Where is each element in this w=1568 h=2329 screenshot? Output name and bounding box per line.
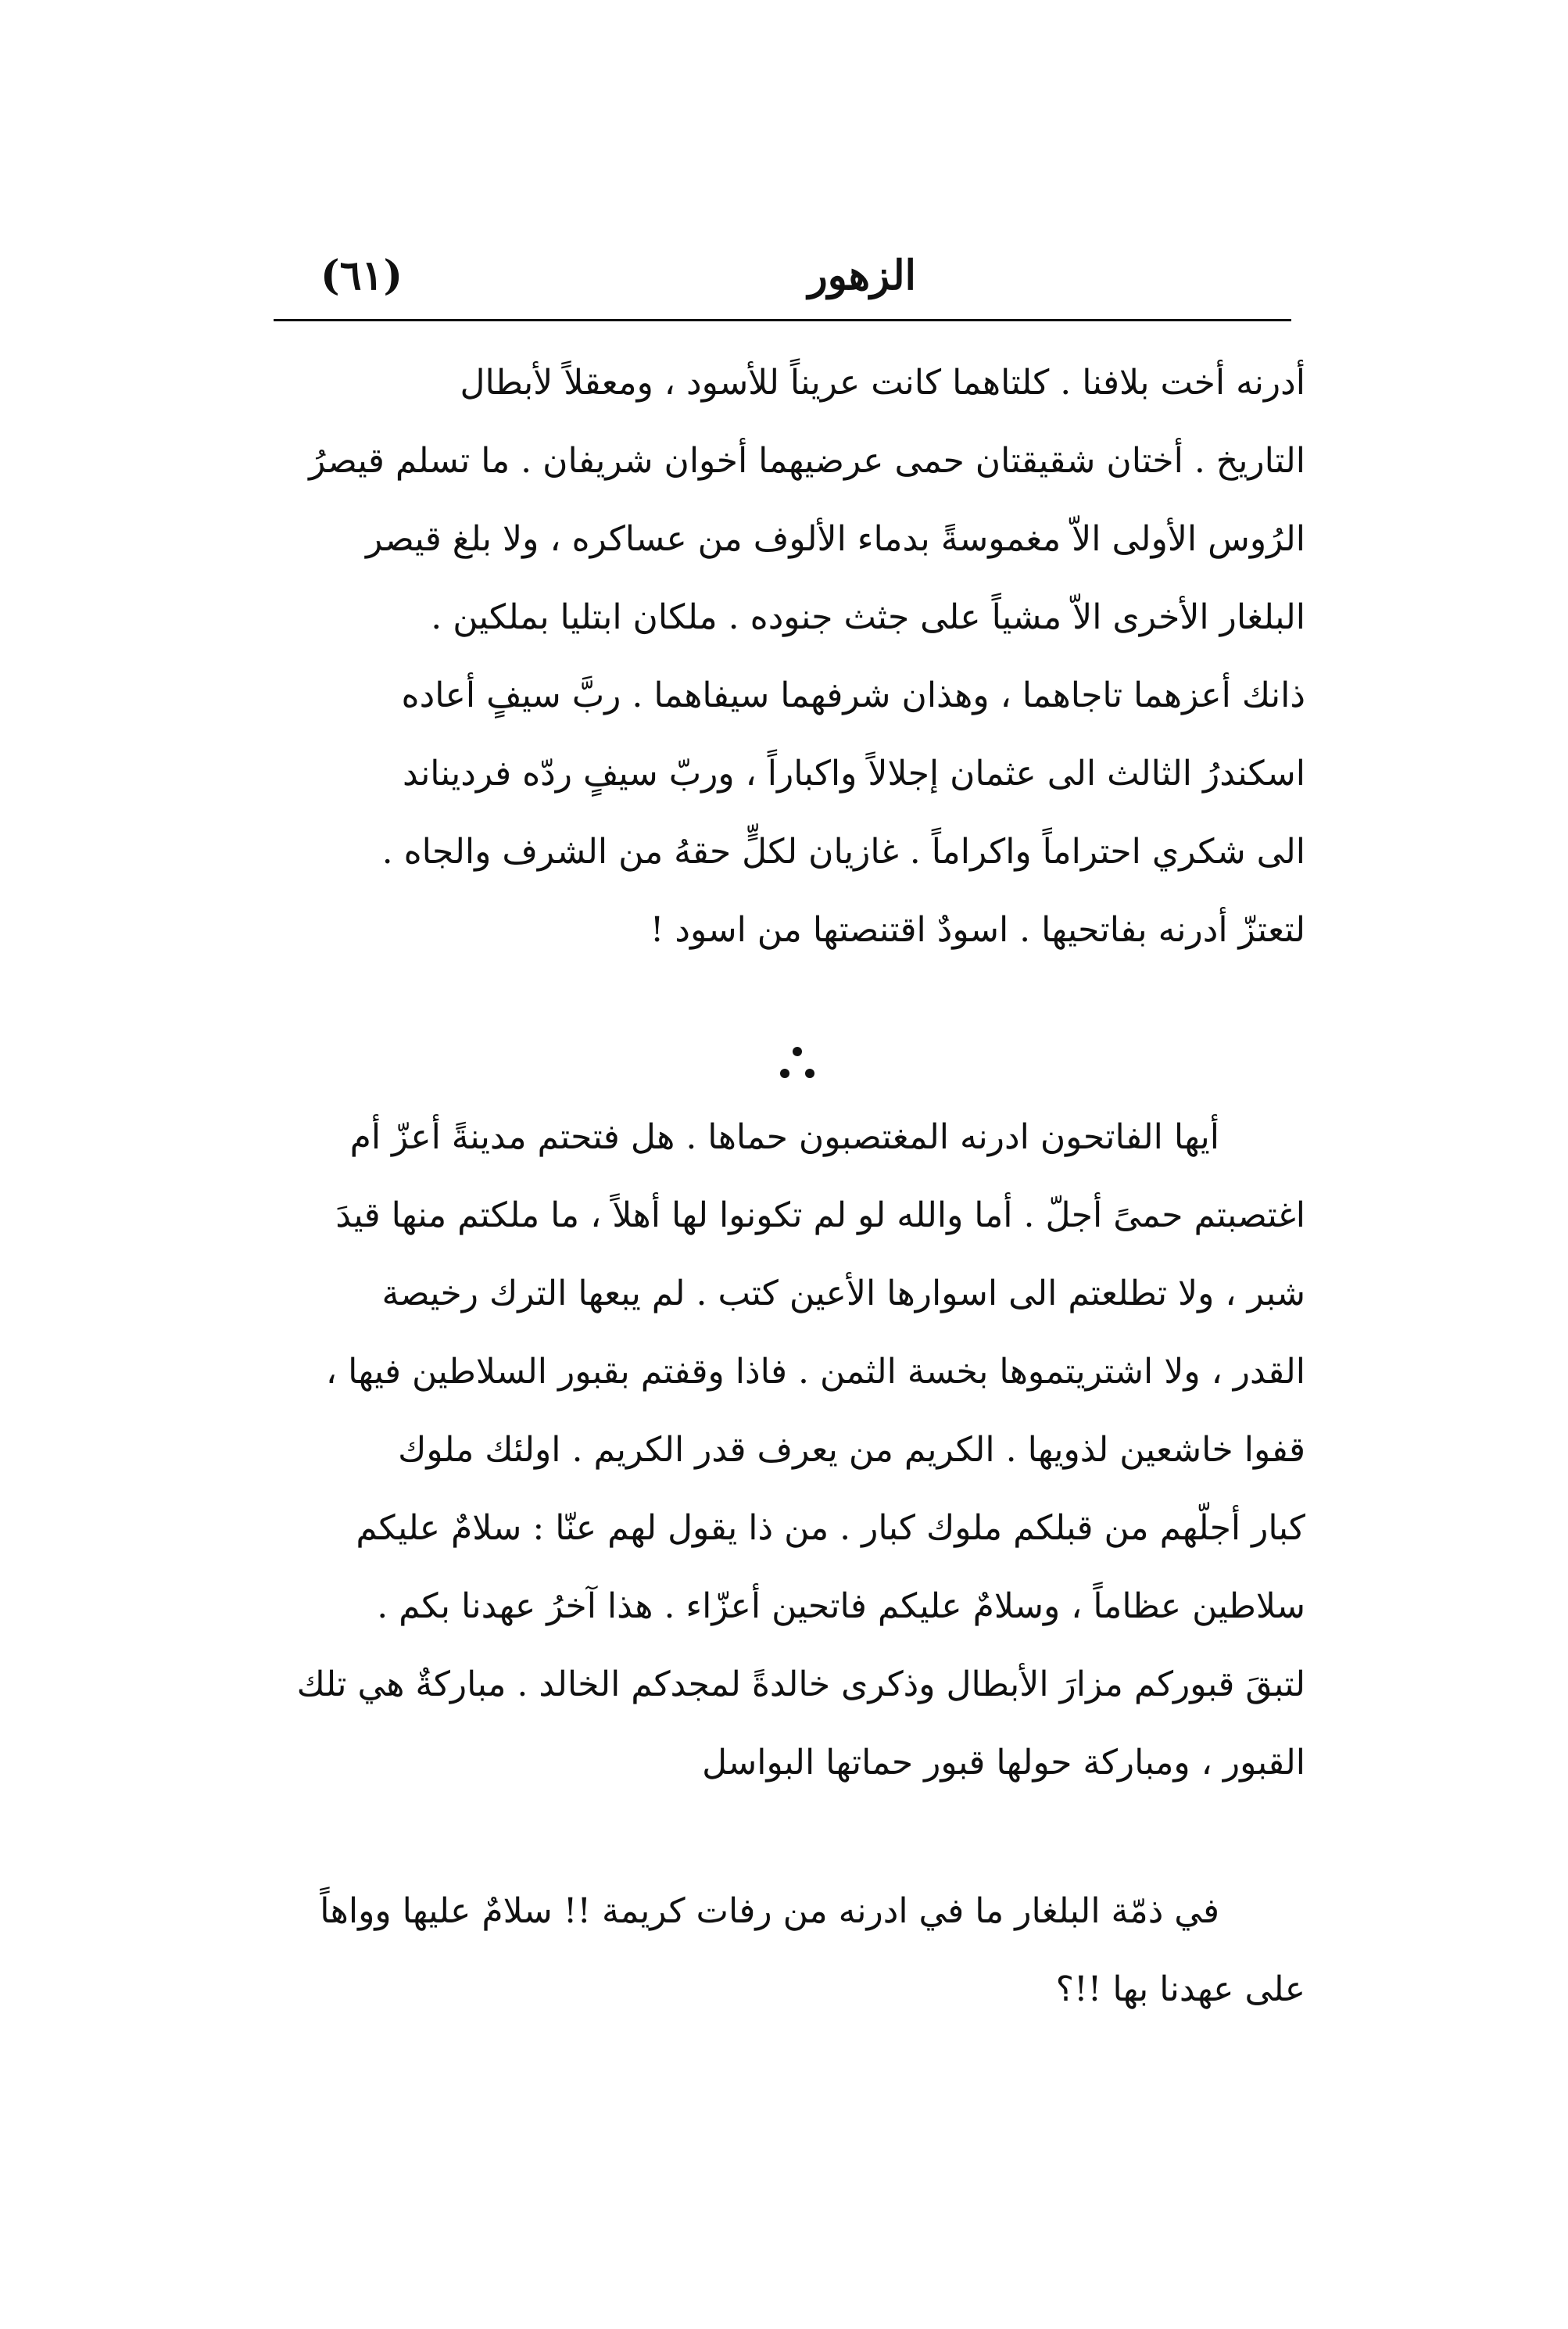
text-line: أيها الفاتحون ادرنه المغتصبون حماها . هل فتحتم مدينةً أعزّ أم [349,1117,1219,1157]
text-line: سلاطين عظاماً ، وسلامٌ عليكم فاتحين أعزّاء . هذا آخرُ عهدنا بكم . [377,1586,1305,1626]
running-header [274,252,1291,314]
text-line: القبور ، ومباركة حولها قبور حماتها البواسل [702,1743,1305,1783]
text-line: في ذمّة البلغار ما في ادرنه من رفات كريمة !! سلامٌ عليها وواهاً [320,1891,1219,1931]
paragraph-3 [266,1872,1305,2029]
text-line: اغتصبتم حمىً أجلّ . أما والله لو لم تكونوا لها أهلاً ، ما ملكتم منها قيدَ [335,1195,1305,1235]
text-line: الى شكري احتراماً واكراماً . غازيان لكلٍّ حقهُ من الشرف والجاه . [381,832,1305,872]
text-line: كبار أجلّهم من قبلكم ملوك كبار . من ذا يقول لهم عنّا : سلامٌ عليكم [356,1508,1305,1548]
paragraph-1 [266,344,1305,969]
text-line: البلغار الأخرى الاّ مشياً على جثث جنوده . ملكان ابتليا بملكين . [431,597,1305,637]
text-line: شبر ، ولا تطلعتم الى اسوارها الأعين كتب . لم يبعها الترك رخيصة [381,1274,1305,1313]
section-separator-asterism [766,1044,829,1091]
running-title: الزهور [807,252,916,299]
text-line: لتعتزّ أدرنه بفاتحيها . اسودٌ اقتنصتها من اسود ! [650,910,1305,950]
text-line: قفوا خاشعين لذويها . الكريم من يعرف قدر الكريم . اولئك ملوك [398,1430,1305,1470]
text-line: التاريخ . أختان شقيقتان حمى عرضيهما أخوان شريفان . ما تسلم قيصرُ [309,441,1305,481]
paragraph-2 [266,1098,1305,1802]
text-line: ذانك أعزهما تاجاهما ، وهذان شرفهما سيفاهما . ربَّ سيفٍ أعاده [401,675,1305,715]
text-line: أدرنه أخت بلافنا . كلتاهما كانت عريناً للأسود ، ومعقلاً لأبطال [460,363,1305,403]
text-line: اسكندرُ الثالث الى عثمان إجلالاً واكباراً ، وربّ سيفٍ ردّه فرديناند [402,754,1305,794]
text-line: لتبقَ قبوركم مزارَ الأبطال وذكرى خالدةً لمجدكم الخالد . مباركةٌ هي تلك [296,1664,1305,1704]
header-rule [274,319,1291,321]
text-line: على عهدنا بها !!؟ [1055,1969,1305,2009]
text-line: الرُوس الأولى الاّ مغموسةً بدماء الألوف من عساكره ، ولا بلغ قيصر [366,519,1305,559]
page-number: (٦١) [320,252,403,299]
text-line: القدر ، ولا اشتريتموها بخسة الثمن . فاذا وقفتم بقبور السلاطين فيها ، [325,1352,1305,1392]
